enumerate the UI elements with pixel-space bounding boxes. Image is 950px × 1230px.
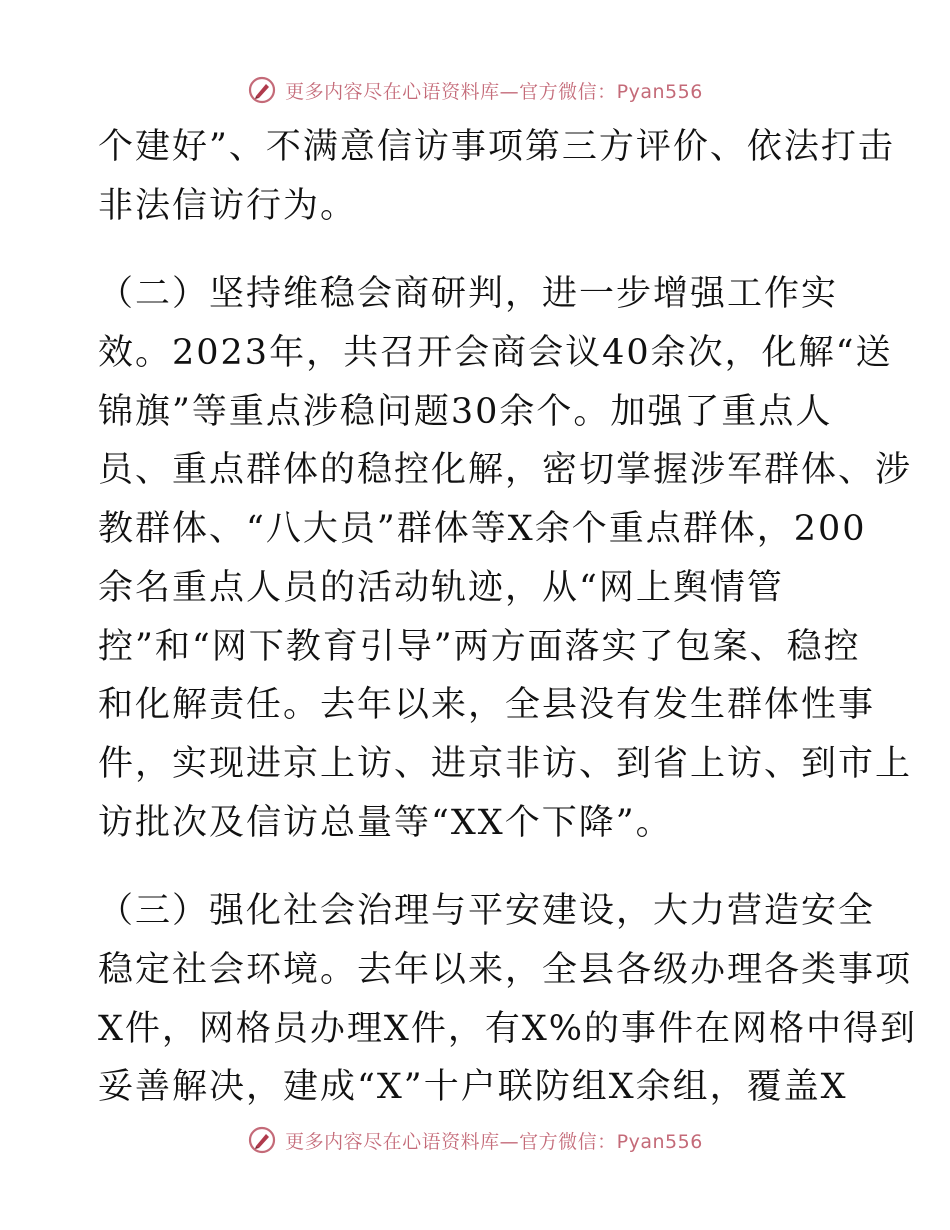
footer-watermark: [0, 1120, 950, 1160]
document-body: [98, 118, 918, 1117]
text-line: X件，网格员办理X件，有X%的事件在网格中得到: [98, 1008, 918, 1049]
text-line: 控”和“网下教育引导”两方面落实了包案、稳控: [98, 626, 861, 667]
text-line: 余名重点人员的活动轨迹，从“网上舆情管: [98, 567, 784, 608]
pen-circle-logo-icon: [247, 75, 277, 105]
text-line: （二）坚持维稳会商研判，进一步增强工作实: [98, 274, 839, 315]
text-line: 妥善解决，建成“X”十户联防组X余组，覆盖X: [98, 1067, 848, 1108]
pen-circle-logo-icon: [247, 1125, 277, 1155]
paragraph-3: [98, 882, 918, 1117]
text-line: 稳定社会环境。去年以来，全县各级办理各类事项: [98, 949, 913, 990]
text-line: （三）强化社会治理与平安建设，大力营造安全: [98, 891, 876, 932]
text-line: 件，实现进京上访、进京非访、到省上访、到市上: [98, 743, 913, 784]
text-line: 非法信访行为。: [98, 185, 358, 226]
text-line: 访批次及信访总量等“XX个下降”。: [98, 802, 673, 843]
paragraph-2: [98, 265, 913, 852]
text-line: 和化解责任。去年以来，全县没有发生群体性事: [98, 685, 876, 726]
watermark-text: 更多内容尽在心语资料库—官方微信：Pyan556: [285, 80, 703, 103]
watermark-text: 更多内容尽在心语资料库—官方微信：Pyan556: [285, 1130, 703, 1153]
text-line: 个建好”、不满意信访事项第三方评价、依法打击: [98, 127, 895, 167]
header-watermark: [0, 70, 950, 110]
text-line: 锦旗”等重点涉稳问题30余个。加强了重点人: [98, 391, 833, 432]
text-line: 员、重点群体的稳控化解，密切掌握涉军群体、涉: [98, 450, 913, 491]
paragraph-1: [98, 118, 895, 235]
text-line: 教群体、“八大员”群体等X余个重点群体，200: [98, 509, 867, 550]
text-line: 效。2023年，共召开会商会议40余次，化解“送: [98, 333, 893, 374]
